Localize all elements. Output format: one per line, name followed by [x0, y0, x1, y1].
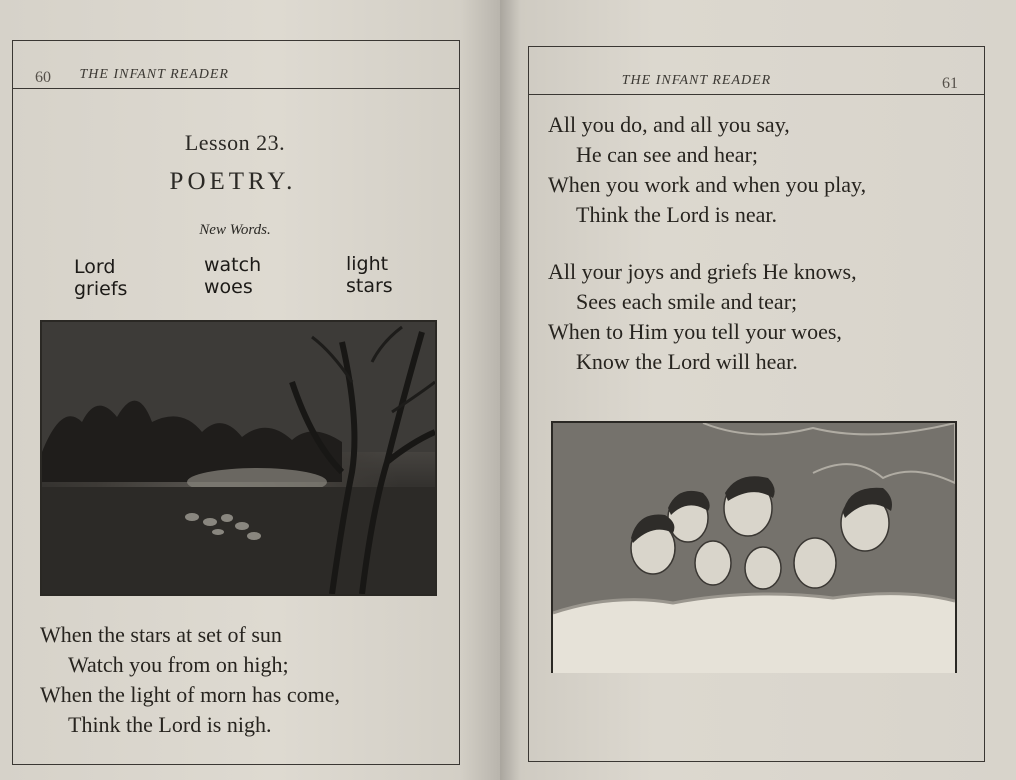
- new-word: woes: [204, 276, 253, 298]
- poem-line: When to Him you tell your woes,: [548, 319, 842, 344]
- night-landscape-drawing: [42, 322, 435, 594]
- children-illustration: [551, 421, 957, 673]
- left-running-head: [13, 41, 459, 89]
- poem-line: All you do, and all you say,: [548, 112, 790, 137]
- poem-line: Sees each smile and tear;: [576, 289, 798, 314]
- children-drawing: [553, 423, 955, 673]
- poem-line: Think the Lord is near.: [576, 202, 778, 227]
- new-word: watch: [204, 254, 262, 276]
- poem-line: Know the Lord will hear.: [576, 349, 798, 374]
- right-stanza-1: [548, 110, 866, 230]
- left-page-number: 60: [35, 69, 51, 86]
- left-running-title: THE INFANT READER: [79, 67, 229, 82]
- right-stanza-2: [548, 257, 857, 377]
- new-word: stars: [346, 275, 393, 297]
- lesson-number: Lesson 23.: [184, 130, 286, 155]
- poem-line: Think the Lord is nigh.: [68, 712, 272, 737]
- lesson-title: POETRY.: [169, 168, 297, 195]
- right-running-head: [529, 47, 984, 95]
- new-words-label: New Words.: [199, 222, 271, 238]
- right-page-number: 61: [942, 75, 958, 92]
- poem-line: Watch you from on high;: [68, 652, 289, 677]
- poem-line: When the light of morn has come,: [40, 682, 340, 707]
- new-word: griefs: [74, 278, 128, 300]
- night-landscape-illustration: [40, 320, 437, 596]
- new-word: light: [346, 253, 389, 275]
- poem-line: When you work and when you play,: [548, 172, 867, 197]
- poem-line: All your joys and griefs He knows,: [548, 259, 857, 284]
- new-word: Lord: [74, 256, 116, 278]
- right-running-title: THE INFANT READER: [621, 73, 772, 88]
- poem-line: When the stars at set of sun: [40, 622, 282, 647]
- left-poem: [40, 620, 340, 740]
- poem-line: He can see and hear;: [576, 142, 759, 167]
